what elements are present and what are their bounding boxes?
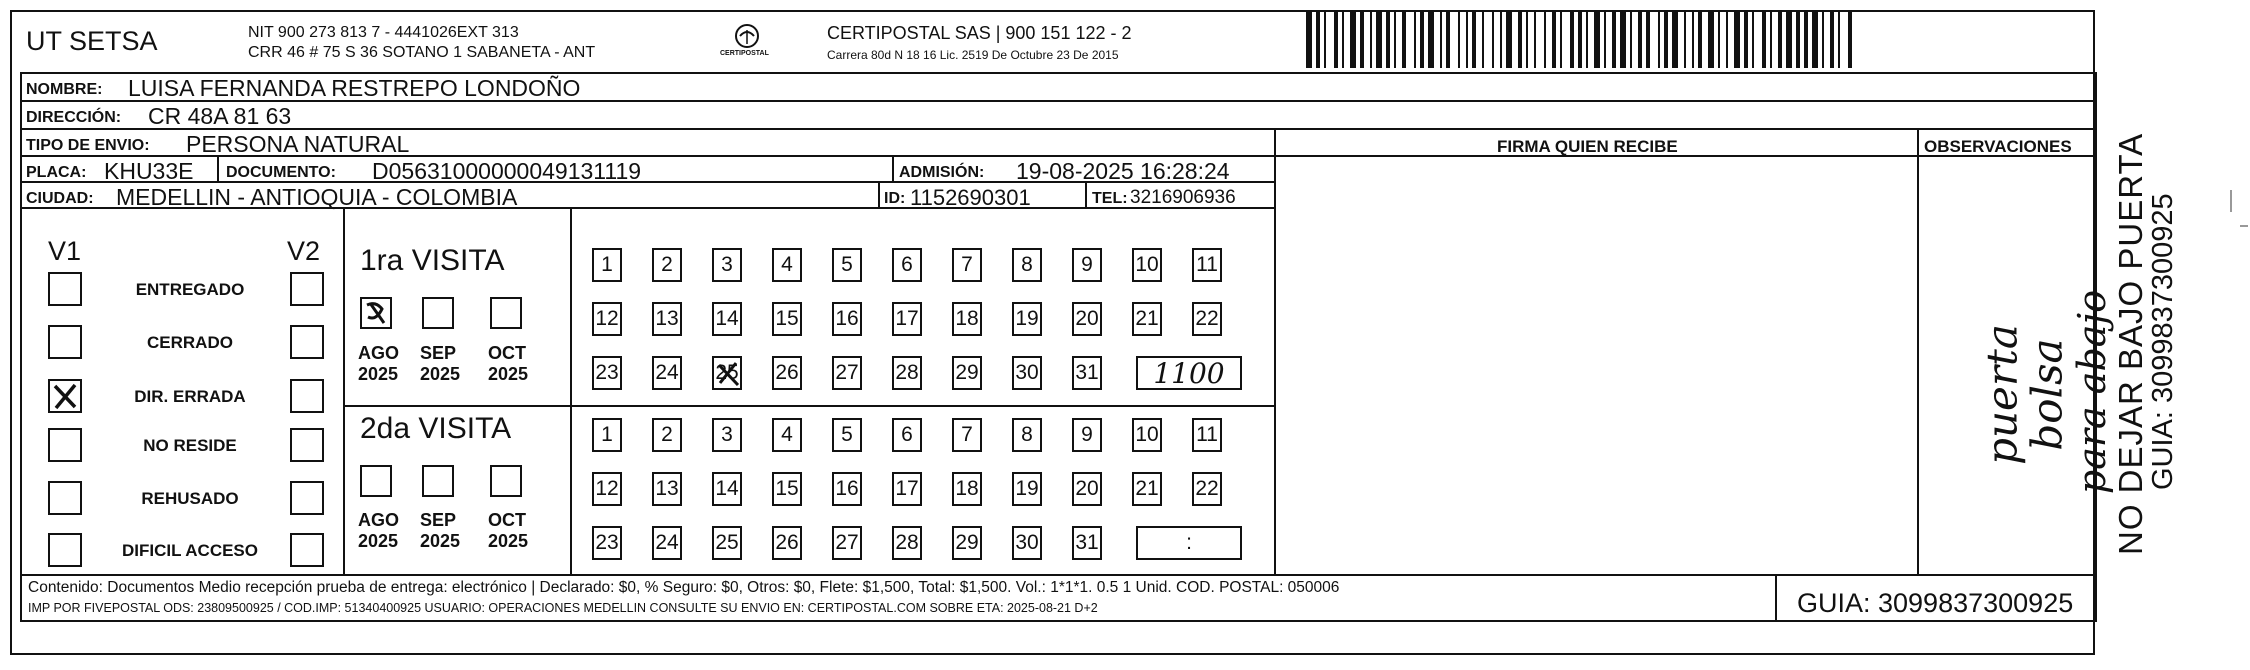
day-box: 13 bbox=[652, 472, 682, 506]
barcode-bar bbox=[1692, 10, 1694, 68]
rule bbox=[1274, 128, 1276, 575]
day-box: 27 bbox=[832, 526, 862, 560]
day-box: 1 bbox=[592, 418, 622, 452]
barcode bbox=[1306, 10, 1936, 68]
barcode-bar bbox=[1762, 10, 1766, 68]
second-visit-title: 2da VISITA bbox=[360, 412, 512, 445]
status-label: NO RESIDE bbox=[143, 436, 237, 455]
city-label: CIUDAD: bbox=[26, 190, 94, 207]
tel-value: 3216906936 bbox=[1130, 187, 1236, 208]
day-box: 19 bbox=[1012, 302, 1042, 336]
day-box: 7 bbox=[952, 248, 982, 282]
barcode-bar bbox=[1420, 10, 1424, 68]
barcode-bar bbox=[1726, 10, 1728, 68]
document-value: D05631000000049131119 bbox=[372, 158, 642, 184]
rule bbox=[20, 620, 2095, 622]
day-box: 3 bbox=[712, 248, 742, 282]
observation-handwriting bbox=[1922, 160, 2114, 570]
barcode-bar bbox=[1560, 10, 1562, 68]
v2-label: V2 bbox=[287, 236, 321, 266]
imp-line: IMP POR FIVEPOSTAL ODS: 23809500925 / COD.IMP: 51340400925 USUARIO: OPERACIONES MEDELLIN CONSULTE SU ENVIO EN: CERTIPOSTAL.COM SOBRE ETA: 2025-08-21 D+2 bbox=[28, 601, 1098, 615]
id-value: 1152690301 bbox=[910, 185, 1031, 210]
barcode-bar bbox=[1822, 10, 1824, 68]
certipostal-line: CERTIPOSTAL SAS | 900 151 122 - 2 bbox=[827, 23, 1132, 43]
barcode-bar bbox=[1796, 10, 1800, 68]
barcode-bar bbox=[1534, 10, 1536, 68]
day-box: 15 bbox=[772, 302, 802, 336]
rule bbox=[20, 574, 2095, 576]
day-box: 18 bbox=[952, 472, 982, 506]
year-label: 2025 bbox=[488, 364, 529, 384]
tel-label: TEL: bbox=[1092, 190, 1128, 207]
barcode-bar bbox=[1812, 10, 1818, 68]
side-notice: NO DEJAR BAJO PUERTA bbox=[2112, 132, 2149, 555]
day-box: 25 bbox=[712, 356, 742, 390]
day-box: 4 bbox=[772, 418, 802, 452]
day-box: 28 bbox=[892, 356, 922, 390]
barcode-bar bbox=[1778, 10, 1782, 68]
time-box: 1100 bbox=[1136, 356, 1242, 390]
type-label: TIPO DE ENVIO: bbox=[26, 137, 150, 154]
day-box: 6 bbox=[892, 248, 922, 282]
month-label: OCT bbox=[488, 343, 526, 363]
barcode-bar bbox=[1698, 10, 1702, 68]
barcode-bar bbox=[1638, 10, 1642, 68]
address-line: CRR 46 # 75 S 36 SOTANO 1 SABANETA - ANT bbox=[248, 44, 596, 61]
barcode-bar bbox=[1552, 10, 1556, 68]
barcode-bar bbox=[1466, 10, 1468, 68]
barcode-bar bbox=[1664, 10, 1668, 68]
barcode-bar bbox=[1334, 10, 1338, 68]
barcode-bar bbox=[1482, 10, 1484, 68]
barcode-bar bbox=[1586, 10, 1588, 68]
barcode-bar bbox=[1394, 10, 1396, 68]
barcode-bar bbox=[1658, 10, 1660, 68]
day-box: 30 bbox=[1012, 526, 1042, 560]
month-checkbox bbox=[360, 465, 392, 497]
barcode-bar bbox=[1744, 10, 1748, 68]
barcode-bar bbox=[1604, 10, 1606, 68]
day-box: 9 bbox=[1072, 248, 1102, 282]
day-box: 26 bbox=[772, 526, 802, 560]
rule bbox=[20, 72, 22, 622]
day-box: 3 bbox=[712, 418, 742, 452]
v2-checkbox bbox=[290, 379, 324, 413]
day-box: 23 bbox=[592, 356, 622, 390]
barcode-bar bbox=[1500, 10, 1502, 68]
day-box: 18 bbox=[952, 302, 982, 336]
logo-text: CERTIPOSTAL bbox=[720, 50, 769, 57]
first-visit-title: 1ra VISITA bbox=[360, 244, 505, 277]
day-box: 30 bbox=[1012, 356, 1042, 390]
barcode-bar bbox=[1526, 10, 1528, 68]
barcode-bar bbox=[1620, 10, 1626, 68]
v1-checkbox bbox=[48, 325, 82, 359]
v1-checkbox bbox=[48, 272, 82, 306]
barcode-bar bbox=[1734, 10, 1740, 68]
year-label: 2025 bbox=[420, 364, 461, 384]
barcode-bar bbox=[1708, 10, 1714, 68]
day-box: 22 bbox=[1192, 302, 1222, 336]
day-box: 4 bbox=[772, 248, 802, 282]
day-box: 15 bbox=[772, 472, 802, 506]
barcode-bar bbox=[1386, 10, 1390, 68]
barcode-bar bbox=[1440, 10, 1442, 68]
year-label: 2025 bbox=[488, 531, 529, 551]
barcode-bar bbox=[1376, 10, 1382, 68]
barcode-bar bbox=[1458, 10, 1460, 68]
day-box: 31 bbox=[1072, 526, 1102, 560]
signature-header: FIRMA QUIEN RECIBE bbox=[1497, 137, 1678, 156]
barcode-bar bbox=[1838, 10, 1840, 68]
barcode-bar bbox=[1718, 10, 1720, 68]
month-label: AGO bbox=[358, 343, 400, 363]
day-box: 7 bbox=[952, 418, 982, 452]
barcode-bar bbox=[1612, 10, 1616, 68]
status-label: DIR. ERRADA bbox=[134, 387, 246, 406]
day-box: 2 bbox=[652, 248, 682, 282]
barcode-bar bbox=[1506, 10, 1512, 68]
v1-checkbox bbox=[48, 481, 82, 515]
day-box: 26 bbox=[772, 356, 802, 390]
v2-checkbox bbox=[290, 481, 324, 515]
day-box: 5 bbox=[832, 248, 862, 282]
v1-checkbox bbox=[48, 379, 82, 413]
day-box: 22 bbox=[1192, 472, 1222, 506]
barcode-bar bbox=[1306, 10, 1312, 68]
license-line: Carrera 80d N 18 16 Lic. 2519 De Octubre 23 De 2015 bbox=[827, 48, 1119, 62]
day-box: 29 bbox=[952, 356, 982, 390]
barcode-bar bbox=[1672, 10, 1678, 68]
day-box: 17 bbox=[892, 302, 922, 336]
barcode-bar bbox=[1446, 10, 1450, 68]
v1-label: V1 bbox=[48, 236, 82, 266]
status-label: CERRADO bbox=[147, 333, 233, 352]
day-box: 5 bbox=[832, 418, 862, 452]
day-box: 17 bbox=[892, 472, 922, 506]
content-line: Contenido: Documentos Medio recepción prueba de entrega: electrónico | Declarado: $0, % Seguro: $0, Otros: $0, Flete: $1,500, Total: $1,500. Vol.: 1*1*1. 0.5 1 Unid. COD. POSTAL: 050006 bbox=[28, 579, 1340, 596]
admission-value: 19-08-2025 16:28:24 bbox=[1016, 158, 1230, 184]
day-box: 21 bbox=[1132, 472, 1162, 506]
day-box: 19 bbox=[1012, 472, 1042, 506]
handwritten-line-3: para abajo bbox=[2070, 289, 2114, 495]
month-label: SEP bbox=[420, 510, 457, 530]
rule bbox=[570, 207, 572, 575]
barcode-bar bbox=[1594, 10, 1600, 68]
year-label: 2025 bbox=[358, 364, 399, 384]
barcode-bar bbox=[1342, 10, 1344, 68]
rule bbox=[878, 181, 880, 208]
check-mark-icon bbox=[362, 299, 390, 327]
barcode-bar bbox=[1570, 10, 1574, 68]
time-box: : bbox=[1136, 526, 1242, 560]
month-checkbox bbox=[490, 465, 522, 497]
day-box: 1 bbox=[592, 248, 622, 282]
shipment-type: PERSONA NATURAL bbox=[186, 131, 410, 157]
barcode-bar bbox=[1830, 10, 1834, 68]
day-box: 27 bbox=[832, 356, 862, 390]
admission-label: ADMISIÓN: bbox=[899, 164, 985, 181]
day-box: 16 bbox=[832, 472, 862, 506]
year-label: 2025 bbox=[358, 531, 399, 551]
month-label: OCT bbox=[488, 510, 526, 530]
day-box: 21 bbox=[1132, 302, 1162, 336]
day-box: 20 bbox=[1072, 302, 1102, 336]
id-label: ID: bbox=[884, 190, 906, 207]
recipient-address: CR 48A 81 63 bbox=[148, 103, 292, 129]
check-mark-icon bbox=[50, 381, 80, 411]
v2-checkbox bbox=[290, 533, 324, 567]
scan-mark bbox=[2240, 225, 2248, 227]
day-box: 25 bbox=[712, 526, 742, 560]
day-box: 14 bbox=[712, 302, 742, 336]
barcode-bar bbox=[1786, 10, 1792, 68]
handwritten-line-2: bolsa bbox=[2022, 338, 2072, 451]
barcode-bar bbox=[1578, 10, 1582, 68]
day-box: 8 bbox=[1012, 418, 1042, 452]
barcode-bar bbox=[1770, 10, 1772, 68]
rule bbox=[1085, 181, 1087, 208]
day-box: 6 bbox=[892, 418, 922, 452]
barcode-bar bbox=[1472, 10, 1476, 68]
barcode-bar bbox=[1630, 10, 1632, 68]
barcode-bar bbox=[1370, 10, 1372, 68]
rule bbox=[343, 405, 1275, 407]
barcode-bar bbox=[1752, 10, 1754, 68]
day-box: 13 bbox=[652, 302, 682, 336]
status-label: ENTREGADO bbox=[135, 280, 245, 299]
plate-value: KHU33E bbox=[104, 158, 194, 184]
barcode-bar bbox=[1316, 10, 1320, 68]
barcode-bar bbox=[1492, 10, 1494, 68]
day-box: 31 bbox=[1072, 356, 1102, 390]
rule bbox=[1917, 128, 1919, 575]
barcode-bar bbox=[1414, 10, 1416, 68]
barcode-bar bbox=[1324, 10, 1326, 68]
v2-checkbox bbox=[290, 428, 324, 462]
barcode-bar bbox=[1518, 10, 1522, 68]
month-checkbox bbox=[422, 297, 454, 329]
rule bbox=[892, 155, 894, 182]
barcode-bar bbox=[1544, 10, 1546, 68]
nit-line: NIT 900 273 813 7 - 4441026EXT 313 bbox=[248, 24, 519, 41]
barcode-bar bbox=[1684, 10, 1686, 68]
rule bbox=[20, 128, 2095, 130]
company-name: UT SETSA bbox=[26, 26, 158, 56]
barcode-bar bbox=[1350, 10, 1356, 68]
day-box: 9 bbox=[1072, 418, 1102, 452]
v1-checkbox bbox=[48, 428, 82, 462]
document-label: DOCUMENTO: bbox=[226, 164, 336, 181]
day-box: 20 bbox=[1072, 472, 1102, 506]
v2-checkbox bbox=[290, 272, 324, 306]
rule bbox=[1775, 575, 1777, 622]
barcode-bar bbox=[1848, 10, 1852, 68]
name-label: NOMBRE: bbox=[26, 81, 103, 98]
day-box: 24 bbox=[652, 356, 682, 390]
day-box: 12 bbox=[592, 302, 622, 336]
barcode-bar bbox=[1646, 10, 1650, 68]
city-value: MEDELLIN - ANTIOQUIA - COLOMBIA bbox=[116, 184, 518, 210]
recipient-name: LUISA FERNANDA RESTREPO LONDOÑO bbox=[128, 75, 581, 101]
day-box: 24 bbox=[652, 526, 682, 560]
day-box: 11 bbox=[1192, 418, 1222, 452]
v2-checkbox bbox=[290, 325, 324, 359]
rule bbox=[20, 72, 2095, 74]
footer-guia: GUIA: 3099837300925 bbox=[1797, 588, 2074, 618]
barcode-bar bbox=[1402, 10, 1406, 68]
day-box: 14 bbox=[712, 472, 742, 506]
plate-label: PLACA: bbox=[26, 164, 87, 181]
month-label: AGO bbox=[358, 510, 400, 530]
day-box: 23 bbox=[592, 526, 622, 560]
day-box: 2 bbox=[652, 418, 682, 452]
v1-checkbox bbox=[48, 533, 82, 567]
day-box: 8 bbox=[1012, 248, 1042, 282]
rule bbox=[217, 155, 219, 182]
month-label: SEP bbox=[420, 343, 457, 363]
status-label: REHUSADO bbox=[141, 489, 239, 508]
rule bbox=[343, 207, 345, 575]
day-box: 29 bbox=[952, 526, 982, 560]
day-box: 16 bbox=[832, 302, 862, 336]
barcode-bar bbox=[1360, 10, 1364, 68]
status-label: DIFICIL ACCESO bbox=[121, 541, 258, 560]
month-checkbox bbox=[360, 297, 392, 329]
day-box: 12 bbox=[592, 472, 622, 506]
address-label: DIRECCIÓN: bbox=[26, 109, 122, 126]
side-guia: GUIA: 3099837300925 bbox=[2147, 193, 2179, 490]
observations-header: OBSERVACIONES bbox=[1924, 137, 2072, 156]
month-checkbox bbox=[490, 297, 522, 329]
scan-mark bbox=[2230, 190, 2232, 212]
day-box: 11 bbox=[1192, 248, 1222, 282]
certipostal-logo bbox=[722, 22, 772, 62]
check-mark-icon bbox=[716, 359, 742, 389]
year-label: 2025 bbox=[420, 531, 461, 551]
day-box: 10 bbox=[1132, 418, 1162, 452]
day-box: 10 bbox=[1132, 248, 1162, 282]
handwritten-line-1: puerta bbox=[1977, 324, 2027, 465]
day-box: 28 bbox=[892, 526, 922, 560]
barcode-bar bbox=[1804, 10, 1808, 68]
month-checkbox bbox=[422, 465, 454, 497]
barcode-bar bbox=[1428, 10, 1434, 68]
